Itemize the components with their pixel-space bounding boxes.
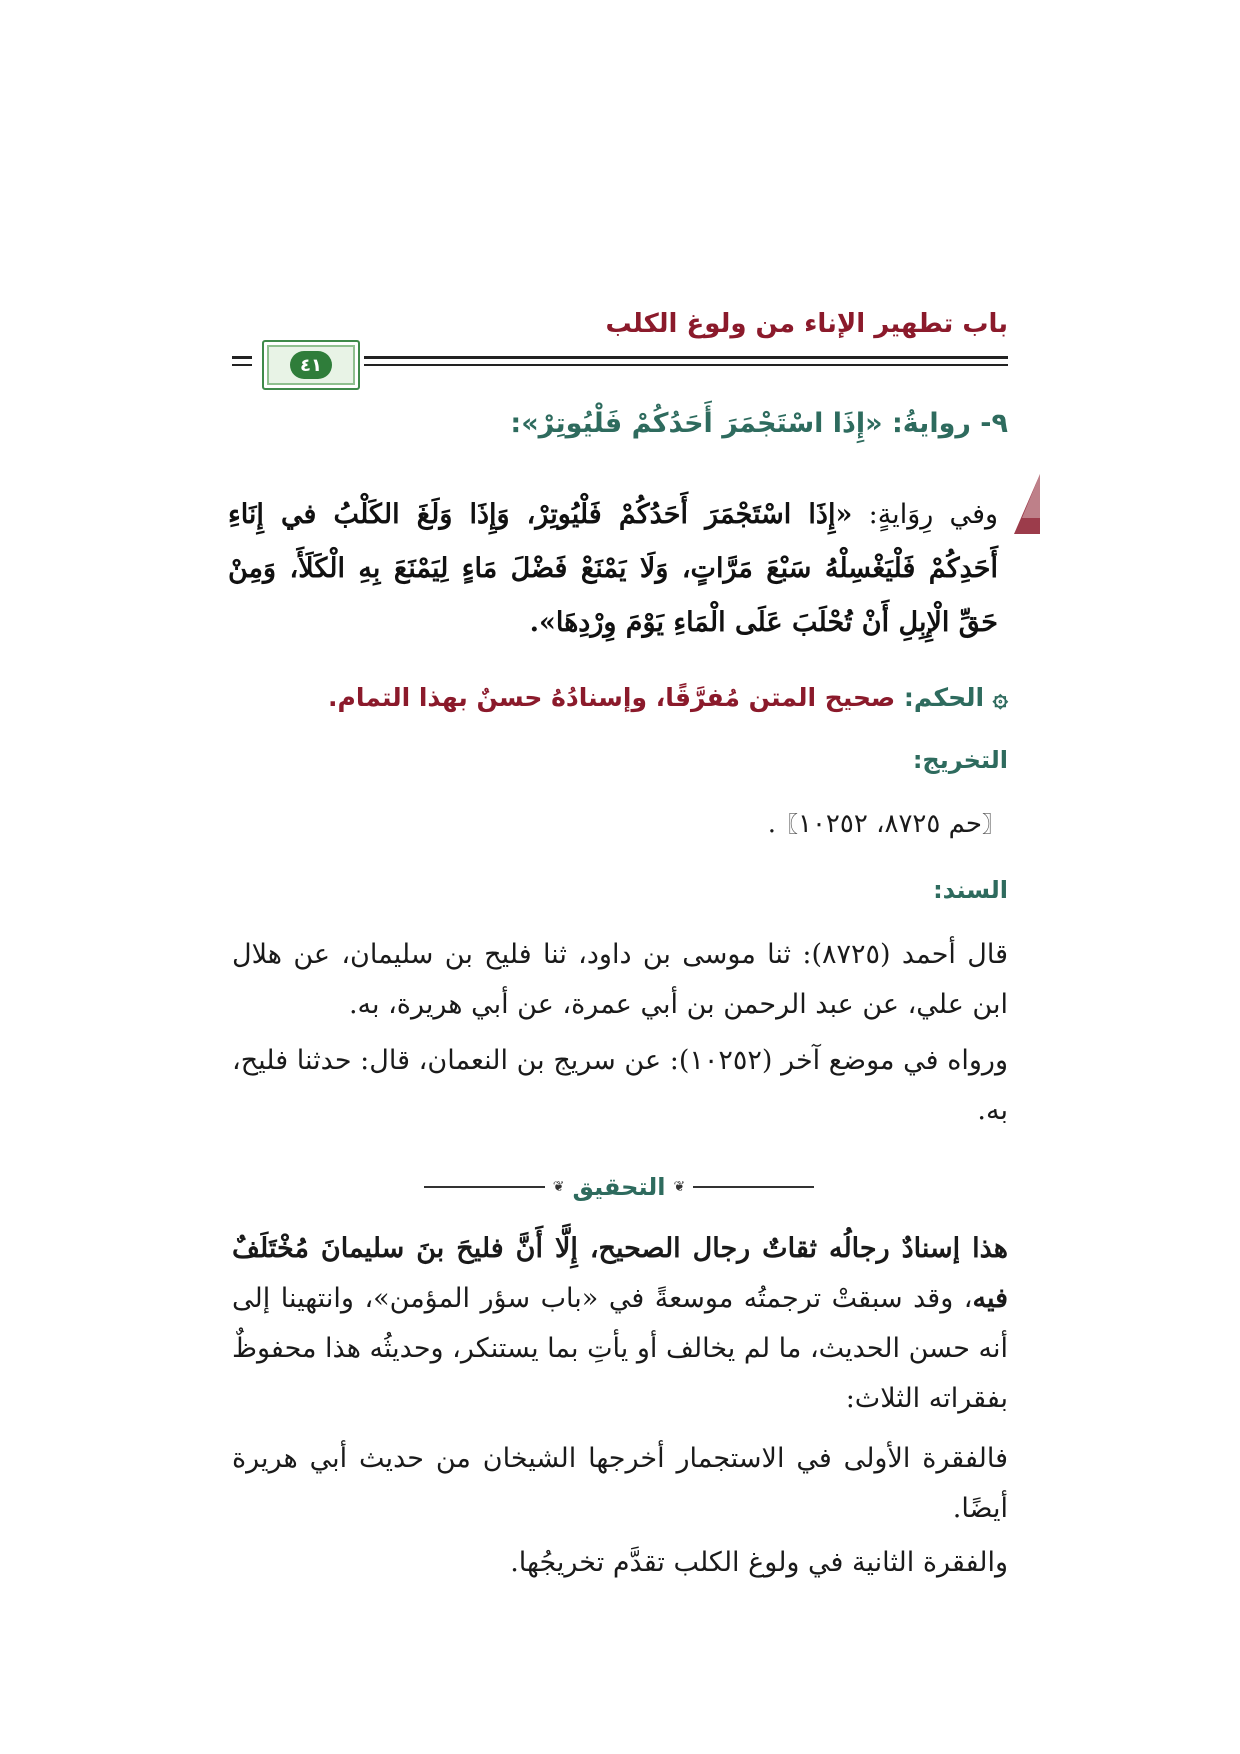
chapter-title: باب تطهير الإناء من ولوغ الكلب <box>605 309 1008 339</box>
open-bracket: 〖 <box>981 813 1004 838</box>
ruling-label: الحكم: <box>895 683 985 712</box>
takhrij-end: . <box>767 809 776 839</box>
section-heading: ٩- روايةُ: «إِذَا اسْتَجْمَرَ أَحَدُكُمْ فَلْيُوتِرْ»: <box>510 408 1008 439</box>
tahqiq-paragraph-3: والفقرة الثانية في ولوغ الكلب تقدَّم تخريجُها. <box>510 1547 1008 1578</box>
ruling-line <box>228 676 1008 720</box>
takhrij-heading: التخريج: <box>912 746 1008 774</box>
tahqiq-divider <box>424 1172 814 1202</box>
divider-ornament-icon: ❦ <box>552 1179 565 1195</box>
page-number-badge <box>262 340 360 390</box>
takhrij-refs: حم ٨٧٢٥، ١٠٢٥٢ <box>798 809 982 839</box>
page-number: ٤١ <box>290 351 332 379</box>
ruling-text: صحيح المتن مُفرَّقًا، وإسنادُهُ حسنٌ بهذا التمام. <box>328 683 896 712</box>
tahqiq-para1-rest: ، وقد سبقتْ ترجمتُه موسعةً في «باب سؤر المؤمن»، وانتهينا إلى أنه حسن الحديث، ما لم يخالف أو يأتِ بما يستنكر، وحديثُه هذا محفوظٌ بفقراته الثلاث: <box>232 1283 1008 1414</box>
divider-line-left <box>424 1186 545 1188</box>
tahqiq-paragraph-2: فالفقرة الأولى في الاستجمار أخرجها الشيخان من حديث أبي هريرة أيضًا. <box>232 1443 1008 1524</box>
hadith-lead: وفي رِوَايةٍ: <box>852 499 999 530</box>
takhrij-refs-line <box>504 802 1004 848</box>
corner-ornament-icon <box>1004 474 1040 534</box>
hadith-body: «إِذَا اسْتَجْمَرَ أَحَدُكُمْ فَلْيُوتِرْ، وَإِذَا وَلَغَ الكَلْبُ في إِنَاءِ أَحَدِكُمْ فَلْيَغْسِلْهُ سَبْعَ مَرَّاتٍ، وَلَا يَمْنَعْ فَضْلَ مَاءٍ لِيَمْنَعَ بِهِ الْكَلَأَ، وَمِنْ حَقِّ الْإِبِلِ أَنْ تُحْلَبَ عَلَى الْمَاءِ يَوْمَ وِرْدِهَا». <box>228 499 998 638</box>
divider-ornament-icon: ❦ <box>673 1179 686 1195</box>
tahqiq-bold-lead: هذا إسنادٌ رجالُه ثقاتٌ رجال الصحيح، إِلَّا أَنَّ فليحَ بنَ سليمانَ مُخْتَلَفٌ فيه <box>232 1233 1008 1314</box>
close-bracket: 〗 <box>775 813 798 838</box>
sanad-paragraph-2: ورواه في موضع آخر (١٠٢٥٢): عن سريج بن النعمان، قال: حدثنا فليح، به. <box>232 1045 1008 1126</box>
tahqiq-paragraph-1 <box>232 1224 1008 1424</box>
divider-line-right <box>693 1186 814 1188</box>
hadith-text <box>228 488 998 650</box>
sanad-paragraph-1: قال أحمد (٨٧٢٥): ثنا موسى بن داود، ثنا فليح بن سليمان، عن هلال ابن علي، عن عبد الرحمن بن أبي عمرة، عن أبي هريرة، به. <box>232 939 1008 1020</box>
sanad-heading: السند: <box>933 876 1008 904</box>
flower-ornament-icon: ۞ <box>992 683 1008 713</box>
tahqiq-heading: التحقيق <box>572 1173 666 1201</box>
